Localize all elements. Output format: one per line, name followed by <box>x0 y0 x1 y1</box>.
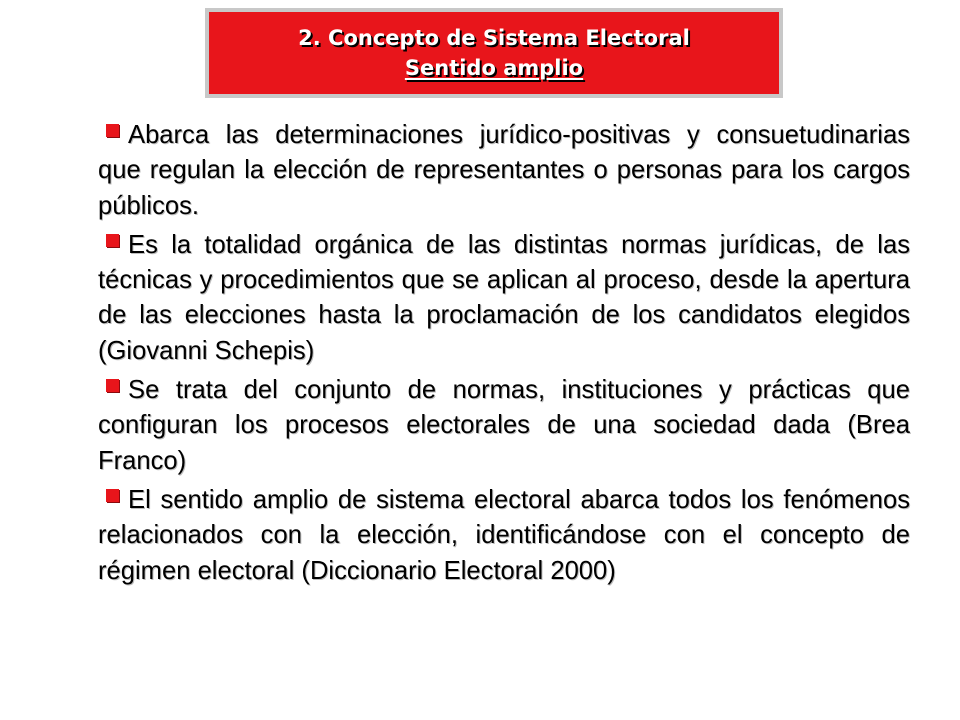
bullet-text: Es la totalidad orgánica de las distintas normas jurídicas, de las técnicas y procedimientos que se aplican al proceso, desde la apertura de las elecciones hasta la proclamación de los candidatos elegidos (Giovanni Schepis) <box>98 230 910 365</box>
bullet-list <box>98 118 910 593</box>
title-banner <box>209 12 779 94</box>
square-bullet-icon <box>106 489 119 502</box>
bullet-item <box>98 228 910 369</box>
bullet-text: Se trata del conjunto de normas, instituciones y prácticas que configuran los procesos electorales de una sociedad dada (Brea Franco) <box>98 376 910 475</box>
bullet-item <box>98 483 910 589</box>
square-bullet-icon <box>106 124 119 137</box>
square-bullet-icon <box>106 379 119 392</box>
title-box <box>205 8 783 98</box>
square-bullet-icon <box>106 234 119 247</box>
bullet-text: Abarca las determinaciones jurídico-positivas y consuetudinarias que regulan la elección de representantes o personas para los cargos públicos. <box>98 121 910 220</box>
slide-title: 2. Concepto de Sistema Electoral <box>298 26 690 50</box>
bullet-text: El sentido amplio de sistema electoral abarca todos los fenómenos relacionados con la elección, identificándose con el concepto de régimen electoral (Diccionario Electoral 2000) <box>98 485 910 585</box>
slide-subtitle: Sentido amplio <box>404 56 584 80</box>
bullet-item <box>98 373 910 479</box>
bullet-item <box>98 118 910 224</box>
